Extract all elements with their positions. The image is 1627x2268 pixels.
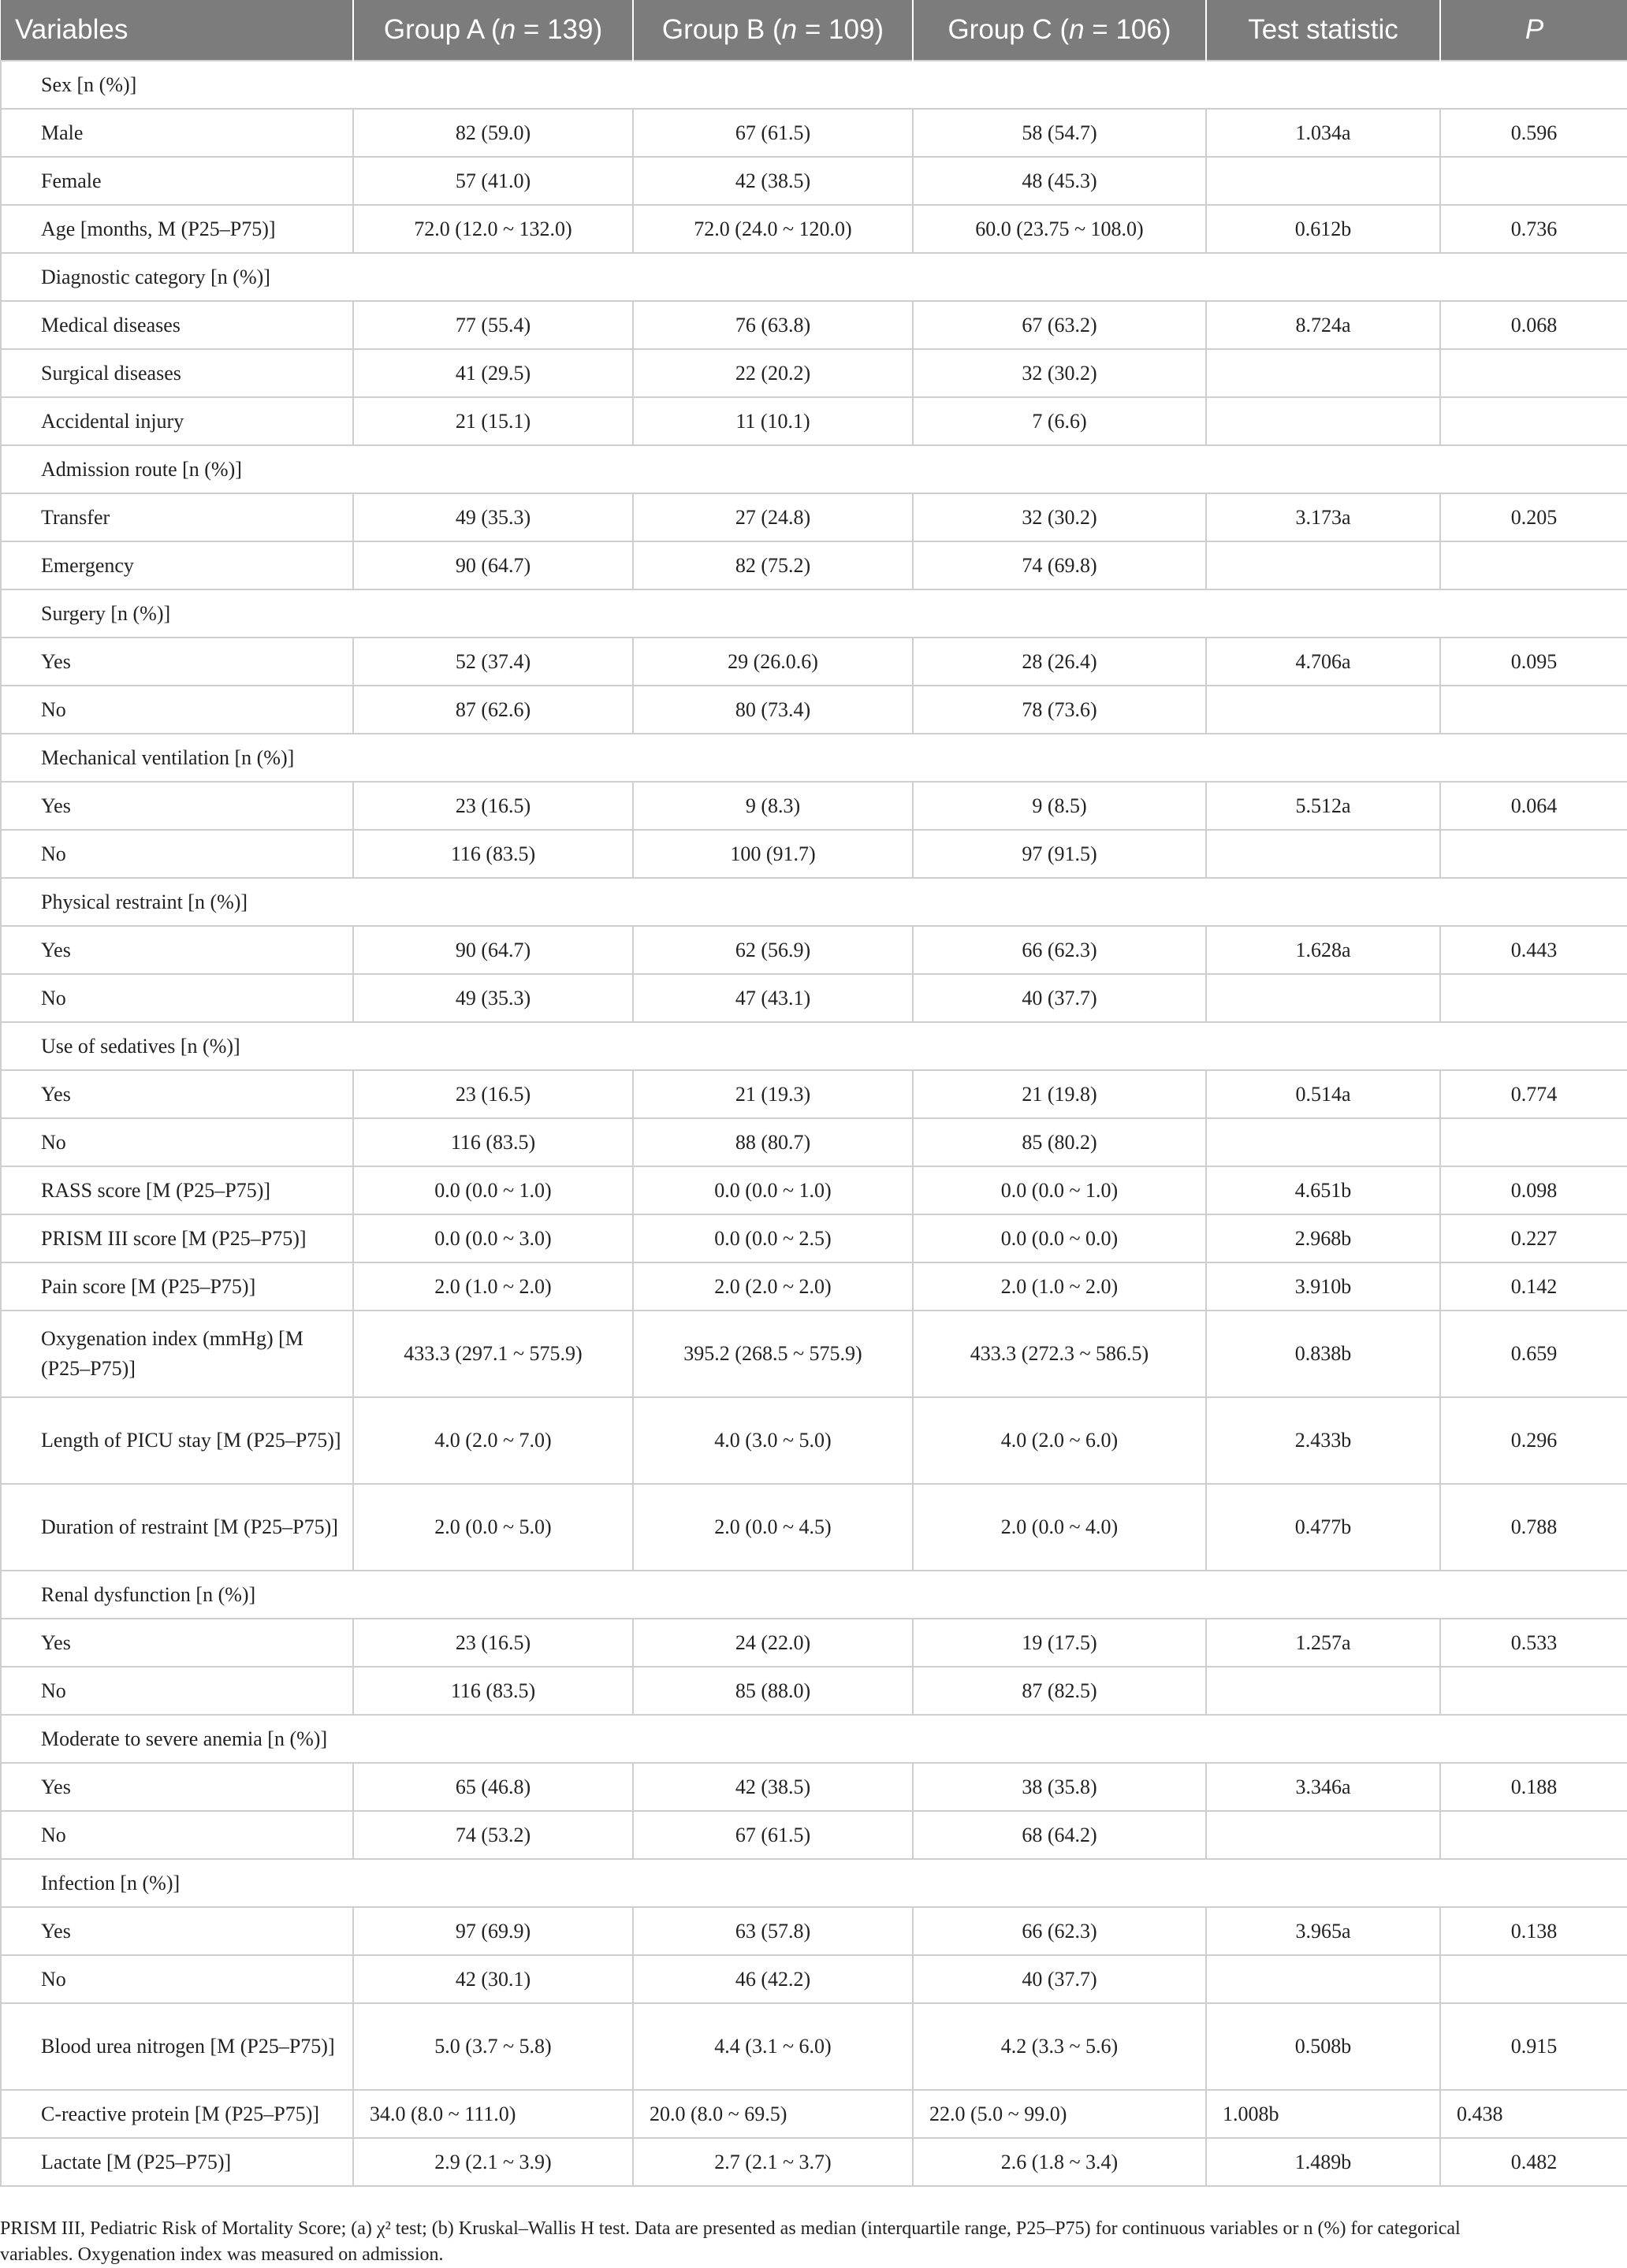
- p-value-cell: [1440, 974, 1627, 1022]
- test-statistic-cell: [1206, 397, 1440, 445]
- row-label: No: [1, 686, 353, 734]
- group-a-cell: 116 (83.5): [353, 1118, 633, 1166]
- row-label: Surgical diseases: [1, 349, 353, 397]
- row-label: No: [1, 974, 353, 1022]
- group-c-cell: 66 (62.3): [913, 926, 1206, 974]
- group-c-cell: 38 (35.8): [913, 1763, 1206, 1811]
- group-a-cell: 2.0 (0.0 ~ 5.0): [353, 1484, 633, 1571]
- row-label: Yes: [1, 1619, 353, 1667]
- table-row: [1, 397, 1627, 445]
- group-b-cell: 20.0 (8.0 ~ 69.5): [633, 2090, 913, 2138]
- table-row: [1, 974, 1627, 1022]
- group-c-cell: 32 (30.2): [913, 493, 1206, 541]
- row-label: Yes: [1, 926, 353, 974]
- section-label: Diagnostic category [n (%)]: [1, 253, 1627, 301]
- group-c-cell: 0.0 (0.0 ~ 0.0): [913, 1214, 1206, 1262]
- group-c-cell: 2.0 (1.0 ~ 2.0): [913, 1262, 1206, 1311]
- group-a-cell: 65 (46.8): [353, 1763, 633, 1811]
- table-row: [1, 1484, 1627, 1571]
- p-value-cell: 0.095: [1440, 638, 1627, 686]
- table-row: [1, 830, 1627, 878]
- table-row: [1, 782, 1627, 830]
- group-a-cell: 49 (35.3): [353, 974, 633, 1022]
- section-row: [1, 878, 1627, 926]
- group-c-cell: 4.0 (2.0 ~ 6.0): [913, 1397, 1206, 1484]
- test-statistic-cell: [1206, 349, 1440, 397]
- table-row: [1, 686, 1627, 734]
- group-b-cell: 63 (57.8): [633, 1907, 913, 1955]
- group-a-cell: 0.0 (0.0 ~ 1.0): [353, 1166, 633, 1214]
- footnote-line-2: variables. Oxygenation index was measured on admission.: [0, 2244, 444, 2265]
- group-b-cell: 0.0 (0.0 ~ 1.0): [633, 1166, 913, 1214]
- table-row: [1, 109, 1627, 157]
- row-label: Accidental injury: [1, 397, 353, 445]
- section-label: Moderate to severe anemia [n (%)]: [1, 1715, 1627, 1763]
- group-b-cell: 0.0 (0.0 ~ 2.5): [633, 1214, 913, 1262]
- table-row: [1, 1311, 1627, 1397]
- p-value-cell: 0.227: [1440, 1214, 1627, 1262]
- group-b-cell: 9 (8.3): [633, 782, 913, 830]
- table-row: [1, 926, 1627, 974]
- p-value-cell: 0.064: [1440, 782, 1627, 830]
- section-row: [1, 1022, 1627, 1070]
- group-a-cell: 74 (53.2): [353, 1811, 633, 1859]
- group-b-cell: 67 (61.5): [633, 1811, 913, 1859]
- row-label: RASS score [M (P25–P75)]: [1, 1166, 353, 1214]
- section-row: [1, 61, 1627, 109]
- test-statistic-cell: 2.433b: [1206, 1397, 1440, 1484]
- p-value-cell: [1440, 1955, 1627, 2003]
- test-statistic-cell: 8.724a: [1206, 301, 1440, 349]
- row-label: No: [1, 1118, 353, 1166]
- row-label: Yes: [1, 638, 353, 686]
- section-row: [1, 1859, 1627, 1907]
- section-row: [1, 445, 1627, 493]
- section-label: Infection [n (%)]: [1, 1859, 1627, 1907]
- test-statistic-cell: 0.514a: [1206, 1070, 1440, 1118]
- table-row: [1, 2090, 1627, 2138]
- group-c-cell: 7 (6.6): [913, 397, 1206, 445]
- p-value-cell: 0.774: [1440, 1070, 1627, 1118]
- group-b-cell: 4.0 (3.0 ~ 5.0): [633, 1397, 913, 1484]
- group-a-cell: 433.3 (297.1 ~ 575.9): [353, 1311, 633, 1397]
- test-statistic-cell: 1.489b: [1206, 2138, 1440, 2186]
- table-row: [1, 1667, 1627, 1715]
- group-a-cell: 4.0 (2.0 ~ 7.0): [353, 1397, 633, 1484]
- p-value-cell: 0.443: [1440, 926, 1627, 974]
- row-label: No: [1, 1811, 353, 1859]
- group-b-cell: 11 (10.1): [633, 397, 913, 445]
- table-row: [1, 157, 1627, 205]
- section-row: [1, 1571, 1627, 1619]
- group-a-cell: 42 (30.1): [353, 1955, 633, 2003]
- p-value-cell: 0.098: [1440, 1166, 1627, 1214]
- group-b-cell: 88 (80.7): [633, 1118, 913, 1166]
- group-c-cell: 68 (64.2): [913, 1811, 1206, 1859]
- p-value-cell: [1440, 541, 1627, 589]
- row-label: Emergency: [1, 541, 353, 589]
- row-label: Oxygenation index (mmHg) [M (P25–P75)]: [1, 1311, 353, 1397]
- group-b-cell: 72.0 (24.0 ~ 120.0): [633, 205, 913, 253]
- p-value-cell: [1440, 397, 1627, 445]
- group-c-cell: 58 (54.7): [913, 109, 1206, 157]
- p-value-cell: 0.533: [1440, 1619, 1627, 1667]
- table-row: [1, 638, 1627, 686]
- group-a-cell: 23 (16.5): [353, 1619, 633, 1667]
- header-test-statistic: Test statistic: [1206, 0, 1440, 61]
- group-c-cell: 433.3 (272.3 ~ 586.5): [913, 1311, 1206, 1397]
- test-statistic-cell: [1206, 1118, 1440, 1166]
- p-value-cell: 0.915: [1440, 2003, 1627, 2090]
- group-a-cell: 49 (35.3): [353, 493, 633, 541]
- group-a-cell: 77 (55.4): [353, 301, 633, 349]
- section-label: Use of sedatives [n (%)]: [1, 1022, 1627, 1070]
- test-statistic-cell: [1206, 686, 1440, 734]
- row-label: Yes: [1, 1070, 353, 1118]
- group-b-cell: 76 (63.8): [633, 301, 913, 349]
- group-a-cell: 57 (41.0): [353, 157, 633, 205]
- group-b-cell: 2.0 (0.0 ~ 4.5): [633, 1484, 913, 1571]
- header-group-b: Group B (n = 109): [633, 0, 913, 61]
- table-row: [1, 1118, 1627, 1166]
- group-a-cell: 52 (37.4): [353, 638, 633, 686]
- table-row: [1, 301, 1627, 349]
- section-label: Admission route [n (%)]: [1, 445, 1627, 493]
- table-row: [1, 1166, 1627, 1214]
- group-a-cell: 82 (59.0): [353, 109, 633, 157]
- table-footnote: [0, 2216, 1627, 2268]
- test-statistic-cell: 0.477b: [1206, 1484, 1440, 1571]
- test-statistic-cell: 3.910b: [1206, 1262, 1440, 1311]
- test-statistic-cell: 4.651b: [1206, 1166, 1440, 1214]
- section-label: Physical restraint [n (%)]: [1, 878, 1627, 926]
- test-statistic-cell: 4.706a: [1206, 638, 1440, 686]
- test-statistic-cell: [1206, 157, 1440, 205]
- row-label: Pain score [M (P25–P75)]: [1, 1262, 353, 1311]
- p-value-cell: [1440, 830, 1627, 878]
- group-b-cell: 29 (26.0.6): [633, 638, 913, 686]
- header-group-c: Group C (n = 106): [913, 0, 1206, 61]
- p-value-cell: [1440, 1118, 1627, 1166]
- test-statistic-cell: 1.628a: [1206, 926, 1440, 974]
- test-statistic-cell: 3.346a: [1206, 1763, 1440, 1811]
- table-row: [1, 1070, 1627, 1118]
- group-b-cell: 2.0 (2.0 ~ 2.0): [633, 1262, 913, 1311]
- group-c-cell: 66 (62.3): [913, 1907, 1206, 1955]
- table-row: [1, 493, 1627, 541]
- table-row: [1, 2138, 1627, 2186]
- group-c-cell: 2.0 (0.0 ~ 4.0): [913, 1484, 1206, 1571]
- test-statistic-cell: 1.034a: [1206, 109, 1440, 157]
- row-label: Yes: [1, 782, 353, 830]
- group-b-cell: 67 (61.5): [633, 109, 913, 157]
- group-c-cell: 85 (80.2): [913, 1118, 1206, 1166]
- row-label: Age [months, M (P25–P75)]: [1, 205, 353, 253]
- table-row: [1, 1262, 1627, 1311]
- table-row: [1, 1763, 1627, 1811]
- section-label: Mechanical ventilation [n (%)]: [1, 734, 1627, 782]
- test-statistic-cell: 3.965a: [1206, 1907, 1440, 1955]
- group-b-cell: 46 (42.2): [633, 1955, 913, 2003]
- group-c-cell: 9 (8.5): [913, 782, 1206, 830]
- p-value-cell: 0.736: [1440, 205, 1627, 253]
- p-value-cell: 0.142: [1440, 1262, 1627, 1311]
- p-value-cell: [1440, 1667, 1627, 1715]
- section-row: [1, 253, 1627, 301]
- test-statistic-cell: 5.512a: [1206, 782, 1440, 830]
- p-value-cell: 0.438: [1440, 2090, 1627, 2138]
- table-row: [1, 205, 1627, 253]
- test-statistic-cell: 1.008b: [1206, 2090, 1440, 2138]
- footnote-line-1: PRISM III, Pediatric Risk of Mortality Score; (a) χ² test; (b) Kruskal–Wallis H test. Data are presented as median (interquartile range, P25–P75) for continuous variables or n (%) for categorical: [0, 2218, 1461, 2239]
- p-value-cell: 0.138: [1440, 1907, 1627, 1955]
- row-label: Transfer: [1, 493, 353, 541]
- table-row: [1, 541, 1627, 589]
- group-b-cell: 47 (43.1): [633, 974, 913, 1022]
- group-b-cell: 82 (75.2): [633, 541, 913, 589]
- group-a-cell: 41 (29.5): [353, 349, 633, 397]
- section-label: Surgery [n (%)]: [1, 589, 1627, 638]
- group-c-cell: 60.0 (23.75 ~ 108.0): [913, 205, 1206, 253]
- row-label: Medical diseases: [1, 301, 353, 349]
- group-c-cell: 40 (37.7): [913, 1955, 1206, 2003]
- header-group-a: Group A (n = 139): [353, 0, 633, 61]
- p-value-cell: 0.482: [1440, 2138, 1627, 2186]
- group-a-cell: 34.0 (8.0 ~ 111.0): [353, 2090, 633, 2138]
- p-value-cell: 0.659: [1440, 1311, 1627, 1397]
- header-p-value: P: [1440, 0, 1627, 61]
- group-c-cell: 4.2 (3.3 ~ 5.6): [913, 2003, 1206, 2090]
- group-b-cell: 42 (38.5): [633, 157, 913, 205]
- group-c-cell: 2.6 (1.8 ~ 3.4): [913, 2138, 1206, 2186]
- section-label: Renal dysfunction [n (%)]: [1, 1571, 1627, 1619]
- table-row: [1, 1907, 1627, 1955]
- test-statistic-cell: [1206, 541, 1440, 589]
- row-label: Duration of restraint [M (P25–P75)]: [1, 1484, 353, 1571]
- group-a-cell: 90 (64.7): [353, 541, 633, 589]
- group-c-cell: 48 (45.3): [913, 157, 1206, 205]
- group-c-cell: 32 (30.2): [913, 349, 1206, 397]
- group-b-cell: 395.2 (268.5 ~ 575.9): [633, 1311, 913, 1397]
- row-label: Female: [1, 157, 353, 205]
- group-b-cell: 2.7 (2.1 ~ 3.7): [633, 2138, 913, 2186]
- p-value-cell: [1440, 1811, 1627, 1859]
- test-statistic-cell: [1206, 974, 1440, 1022]
- group-a-cell: 0.0 (0.0 ~ 3.0): [353, 1214, 633, 1262]
- section-row: [1, 589, 1627, 638]
- p-value-cell: 0.188: [1440, 1763, 1627, 1811]
- group-c-cell: 0.0 (0.0 ~ 1.0): [913, 1166, 1206, 1214]
- row-label: Lactate [M (P25–P75)]: [1, 2138, 353, 2186]
- group-c-cell: 97 (91.5): [913, 830, 1206, 878]
- test-statistic-cell: 1.257a: [1206, 1619, 1440, 1667]
- p-value-cell: 0.296: [1440, 1397, 1627, 1484]
- group-b-cell: 42 (38.5): [633, 1763, 913, 1811]
- section-label: Sex [n (%)]: [1, 61, 1627, 109]
- group-c-cell: 22.0 (5.0 ~ 99.0): [913, 2090, 1206, 2138]
- group-a-cell: 116 (83.5): [353, 830, 633, 878]
- group-c-cell: 28 (26.4): [913, 638, 1206, 686]
- row-label: No: [1, 1667, 353, 1715]
- header-row: [1, 0, 1627, 61]
- group-a-cell: 21 (15.1): [353, 397, 633, 445]
- row-label: Yes: [1, 1907, 353, 1955]
- table-row: [1, 1214, 1627, 1262]
- test-statistic-cell: [1206, 1811, 1440, 1859]
- group-b-cell: 27 (24.8): [633, 493, 913, 541]
- table-row: [1, 2003, 1627, 2090]
- group-c-cell: 19 (17.5): [913, 1619, 1206, 1667]
- group-a-cell: 72.0 (12.0 ~ 132.0): [353, 205, 633, 253]
- group-c-cell: 40 (37.7): [913, 974, 1206, 1022]
- group-b-cell: 22 (20.2): [633, 349, 913, 397]
- test-statistic-cell: [1206, 830, 1440, 878]
- group-b-cell: 85 (88.0): [633, 1667, 913, 1715]
- group-a-cell: 2.0 (1.0 ~ 2.0): [353, 1262, 633, 1311]
- table-row: [1, 1619, 1627, 1667]
- group-a-cell: 23 (16.5): [353, 1070, 633, 1118]
- row-label: No: [1, 1955, 353, 2003]
- header-variables: Variables: [1, 0, 353, 61]
- test-statistic-cell: [1206, 1667, 1440, 1715]
- group-c-cell: 87 (82.5): [913, 1667, 1206, 1715]
- row-label: Blood urea nitrogen [M (P25–P75)]: [1, 2003, 353, 2090]
- group-a-cell: 23 (16.5): [353, 782, 633, 830]
- group-c-cell: 78 (73.6): [913, 686, 1206, 734]
- group-a-cell: 116 (83.5): [353, 1667, 633, 1715]
- group-b-cell: 100 (91.7): [633, 830, 913, 878]
- test-statistic-cell: 0.612b: [1206, 205, 1440, 253]
- p-value-cell: 0.788: [1440, 1484, 1627, 1571]
- p-value-cell: [1440, 349, 1627, 397]
- p-value-cell: 0.205: [1440, 493, 1627, 541]
- section-row: [1, 734, 1627, 782]
- p-value-cell: 0.068: [1440, 301, 1627, 349]
- group-a-cell: 97 (69.9): [353, 1907, 633, 1955]
- p-value-cell: [1440, 686, 1627, 734]
- test-statistic-cell: 2.968b: [1206, 1214, 1440, 1262]
- group-b-cell: 24 (22.0): [633, 1619, 913, 1667]
- test-statistic-cell: 0.508b: [1206, 2003, 1440, 2090]
- section-row: [1, 1715, 1627, 1763]
- group-b-cell: 62 (56.9): [633, 926, 913, 974]
- row-label: C-reactive protein [M (P25–P75)]: [1, 2090, 353, 2138]
- table-row: [1, 349, 1627, 397]
- test-statistic-cell: 3.173a: [1206, 493, 1440, 541]
- row-label: Length of PICU stay [M (P25–P75)]: [1, 1397, 353, 1484]
- row-label: Male: [1, 109, 353, 157]
- group-a-cell: 87 (62.6): [353, 686, 633, 734]
- group-b-cell: 4.4 (3.1 ~ 6.0): [633, 2003, 913, 2090]
- row-label: PRISM III score [M (P25–P75)]: [1, 1214, 353, 1262]
- group-a-cell: 2.9 (2.1 ~ 3.9): [353, 2138, 633, 2186]
- test-statistic-cell: [1206, 1955, 1440, 2003]
- group-c-cell: 74 (69.8): [913, 541, 1206, 589]
- group-c-cell: 67 (63.2): [913, 301, 1206, 349]
- p-value-cell: [1440, 157, 1627, 205]
- row-label: No: [1, 830, 353, 878]
- group-b-cell: 80 (73.4): [633, 686, 913, 734]
- group-c-cell: 21 (19.8): [913, 1070, 1206, 1118]
- group-a-cell: 90 (64.7): [353, 926, 633, 974]
- group-b-cell: 21 (19.3): [633, 1070, 913, 1118]
- table-row: [1, 1955, 1627, 2003]
- table-row: [1, 1397, 1627, 1484]
- table-row: [1, 1811, 1627, 1859]
- group-a-cell: 5.0 (3.7 ~ 5.8): [353, 2003, 633, 2090]
- test-statistic-cell: 0.838b: [1206, 1311, 1440, 1397]
- row-label: Yes: [1, 1763, 353, 1811]
- p-value-cell: 0.596: [1440, 109, 1627, 157]
